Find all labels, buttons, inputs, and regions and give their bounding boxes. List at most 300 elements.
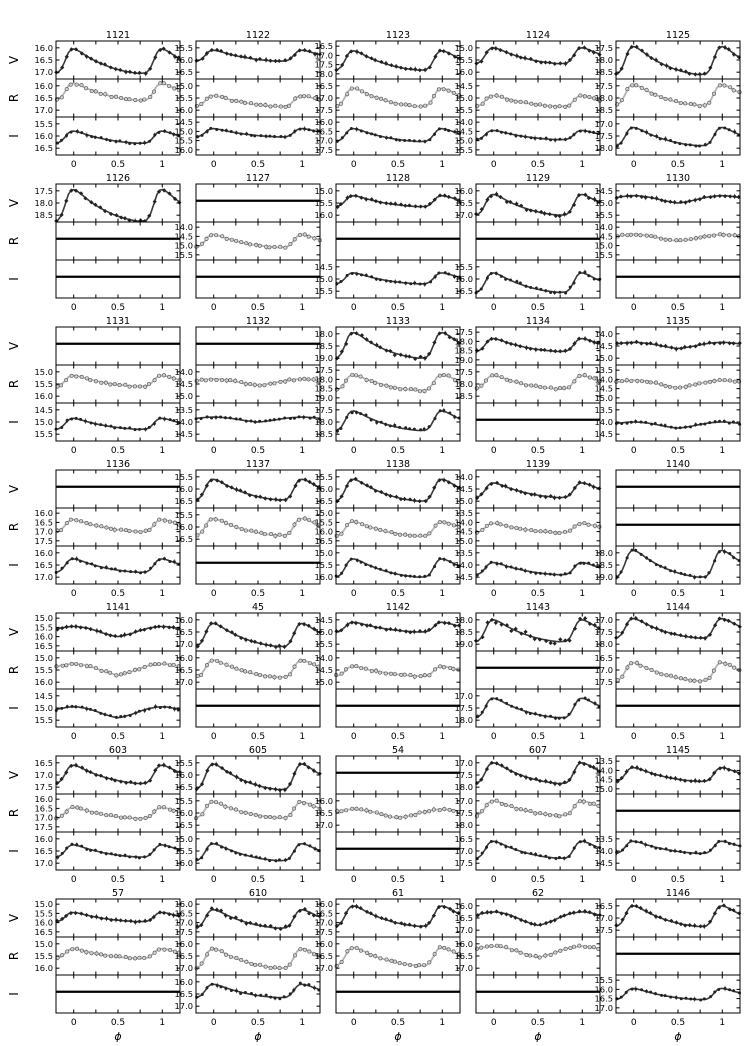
data-point — [235, 131, 238, 134]
data-point — [230, 989, 233, 992]
panel-title: 1122 — [245, 30, 271, 41]
data-point — [577, 699, 580, 702]
data-point — [500, 275, 503, 278]
data-point — [303, 842, 306, 845]
x-tick-label: 0 — [210, 160, 217, 170]
data-point — [399, 388, 402, 391]
y-tick-label: 15.5 — [34, 908, 53, 919]
data-point — [244, 991, 247, 994]
data-point — [399, 103, 402, 106]
data-point — [395, 815, 398, 818]
y-tick-label: 15.5 — [174, 471, 193, 482]
data-point — [524, 384, 527, 387]
x-tick-label: 0.5 — [530, 1018, 546, 1028]
data-point — [509, 279, 512, 282]
data-point — [313, 237, 316, 240]
data-point — [284, 105, 287, 108]
data-point — [669, 569, 672, 572]
data-point — [115, 716, 118, 719]
data-point — [71, 948, 74, 951]
data-point — [718, 233, 721, 236]
data-point — [728, 128, 731, 131]
y-tick-label: 16.5 — [34, 93, 53, 103]
data-point — [404, 815, 407, 818]
data-point — [588, 130, 591, 133]
panel-title: 1131 — [105, 316, 131, 327]
x-tick-label: 1 — [439, 732, 446, 742]
x-tick-label: 1 — [719, 1018, 726, 1028]
data-point — [538, 103, 541, 106]
data-point — [158, 558, 161, 561]
data-point — [129, 714, 132, 717]
y-tick-label: 16.0 — [594, 984, 613, 995]
data-point — [699, 575, 702, 578]
band-label-I: I — [7, 992, 21, 996]
data-point — [569, 286, 572, 289]
data-point — [302, 801, 305, 804]
data-point — [153, 810, 156, 813]
data-point — [69, 518, 72, 521]
data-point — [89, 708, 92, 711]
data-point — [674, 99, 677, 102]
data-point — [148, 955, 151, 958]
subplot-1123-V — [315, 41, 462, 79]
data-point — [510, 949, 513, 952]
subplot-1128-I — [315, 260, 462, 298]
subplot-1143-I — [455, 689, 601, 727]
data-point — [200, 102, 203, 105]
y-tick-label: 15.5 — [314, 286, 333, 297]
data-point — [588, 843, 591, 846]
data-point — [680, 572, 683, 575]
data-point — [211, 983, 214, 986]
data-point — [89, 664, 92, 667]
data-point — [398, 139, 401, 142]
data-point — [100, 525, 103, 528]
data-point — [626, 234, 629, 237]
data-point — [115, 140, 118, 143]
x-tick-label: 0 — [210, 446, 217, 456]
data-point — [235, 956, 238, 959]
y-tick-label: 15.5 — [454, 105, 473, 116]
subplot-1122-I — [175, 117, 320, 155]
data-point — [269, 382, 272, 385]
data-point — [359, 375, 362, 378]
data-point — [248, 243, 251, 246]
data-point — [442, 409, 445, 412]
data-point — [520, 708, 523, 711]
data-point — [125, 141, 128, 144]
y-tick-label: 16.5 — [594, 652, 613, 663]
data-point — [85, 377, 88, 380]
data-point — [592, 802, 595, 805]
data-point — [214, 416, 217, 419]
data-point — [684, 143, 687, 146]
data-point — [230, 665, 233, 668]
data-point — [75, 557, 78, 560]
data-point — [549, 953, 552, 956]
y-tick-label: 16.0 — [314, 526, 333, 537]
y-tick-label: 17.0 — [174, 963, 193, 974]
data-point — [640, 129, 643, 132]
data-point — [418, 575, 421, 578]
data-point — [303, 984, 306, 987]
data-point — [351, 373, 354, 376]
data-point — [79, 663, 82, 666]
y-tick-label: 16.5 — [314, 908, 333, 919]
panel-1142 — [315, 602, 462, 742]
data-point — [220, 378, 223, 381]
data-point — [308, 844, 311, 847]
panel-title: 45 — [251, 602, 265, 613]
data-point — [548, 105, 551, 108]
y-tick-label: 18.5 — [454, 345, 473, 356]
data-point — [284, 675, 287, 678]
data-point — [289, 134, 292, 137]
x-tick-label: 1 — [159, 875, 166, 885]
data-point — [703, 422, 706, 425]
data-point — [444, 128, 447, 131]
x-tick-label: 0 — [630, 303, 637, 313]
data-point — [419, 534, 422, 537]
subplot-57-I — [56, 975, 180, 1013]
data-point — [75, 519, 78, 522]
data-point — [626, 556, 629, 559]
data-point — [225, 129, 228, 132]
y-tick-label: 16.0 — [314, 210, 333, 221]
data-point — [539, 385, 542, 388]
data-point — [265, 245, 268, 248]
x-tick-label: 1 — [719, 446, 726, 456]
data-point — [732, 420, 735, 423]
data-point — [664, 424, 667, 427]
x-tick-label: 0 — [70, 160, 77, 170]
panel-1134 — [455, 316, 602, 456]
data-point — [350, 127, 353, 130]
y-tick-label: 18.0 — [594, 547, 613, 558]
data-point — [582, 800, 585, 803]
data-point — [395, 138, 398, 141]
y-tick-label: 17.0 — [454, 795, 473, 806]
data-point — [340, 672, 343, 675]
data-point — [634, 840, 637, 843]
y-tick-label: 16.0 — [174, 144, 193, 155]
data-point — [732, 989, 735, 992]
data-point — [408, 534, 411, 537]
data-point — [219, 985, 222, 988]
panel-603 — [7, 745, 182, 885]
data-point — [118, 955, 121, 958]
subplot-610-I — [175, 975, 321, 1013]
data-point — [355, 946, 358, 949]
data-point — [143, 956, 146, 959]
subplot-1136-R — [35, 508, 181, 546]
data-point — [414, 964, 417, 967]
panel-title: 1126 — [105, 173, 131, 184]
y-tick-label: 15.0 — [174, 80, 193, 91]
data-point — [294, 97, 297, 100]
data-point — [680, 997, 683, 1000]
y-tick-label: 15.0 — [594, 353, 613, 364]
data-point — [215, 842, 218, 845]
band-label-I: I — [7, 277, 21, 281]
data-point — [495, 373, 498, 376]
y-tick-label: 14.5 — [594, 231, 613, 242]
x-tick-label: 0 — [350, 303, 357, 313]
data-point — [554, 814, 557, 817]
y-tick-label: 18.0 — [314, 417, 333, 427]
data-point — [249, 670, 252, 673]
data-point — [573, 703, 576, 706]
data-point — [114, 814, 117, 817]
data-point — [240, 527, 243, 530]
data-point — [438, 127, 441, 130]
data-point — [620, 142, 623, 145]
data-point — [100, 136, 103, 139]
data-point — [631, 84, 634, 87]
data-point — [209, 518, 212, 521]
data-point — [558, 105, 561, 108]
y-tick-label: 15.5 — [454, 55, 473, 65]
y-tick-label: 16.0 — [174, 858, 193, 869]
data-point — [65, 810, 68, 813]
data-point — [350, 947, 353, 950]
y-tick-label: 16.0 — [314, 899, 333, 910]
data-point — [423, 104, 426, 107]
data-point — [689, 237, 692, 240]
panel-1121 — [7, 30, 181, 170]
subplot-1126-I — [56, 260, 180, 298]
data-point — [128, 670, 131, 673]
data-point — [335, 534, 338, 537]
y-tick-label: 17.0 — [594, 913, 613, 923]
data-point — [539, 854, 542, 857]
panel-title: 1121 — [105, 30, 131, 41]
y-tick-label: 17.5 — [174, 926, 193, 937]
subplot-1137-V — [175, 470, 322, 508]
data-point — [224, 805, 227, 808]
x-tick-label: 0 — [630, 160, 637, 170]
data-point — [65, 847, 68, 850]
data-point — [80, 375, 83, 378]
data-point — [709, 141, 712, 144]
data-point — [573, 805, 576, 808]
data-point — [698, 382, 701, 385]
panel-title: 1130 — [665, 173, 691, 184]
data-point — [307, 983, 310, 986]
data-point — [250, 134, 253, 137]
data-point — [669, 674, 672, 677]
data-point — [668, 238, 671, 241]
data-point — [94, 666, 97, 669]
data-point — [484, 566, 487, 569]
data-point — [224, 987, 227, 990]
y-tick-label: 16.0 — [454, 938, 473, 949]
data-point — [587, 523, 590, 526]
y-tick-label: 14.0 — [594, 417, 613, 427]
data-point — [583, 521, 586, 524]
data-point — [307, 518, 310, 521]
y-tick-label: 15.0 — [314, 274, 333, 284]
data-point — [649, 134, 652, 137]
data-point — [240, 132, 243, 135]
data-point — [592, 945, 595, 948]
data-point — [549, 386, 552, 389]
data-point — [283, 534, 286, 537]
data-point — [119, 715, 122, 718]
y-tick-label: 17.5 — [594, 80, 613, 91]
data-point — [245, 132, 248, 135]
data-point — [390, 530, 393, 533]
y-tick-label: 14.0 — [594, 222, 613, 233]
data-point — [164, 844, 167, 847]
data-point — [674, 675, 677, 678]
y-tick-label: 14.0 — [174, 417, 193, 427]
data-point — [124, 383, 127, 386]
data-point — [398, 426, 401, 429]
y-tick-label: 14.5 — [174, 231, 193, 242]
data-point — [484, 379, 487, 382]
data-point — [115, 674, 118, 677]
y-tick-label: 17.5 — [594, 925, 613, 936]
data-point — [630, 379, 633, 382]
data-point — [654, 235, 657, 238]
y-tick-label: 16.5 — [314, 496, 333, 507]
subplot-45-V — [175, 613, 322, 651]
data-point — [679, 238, 682, 241]
data-point — [230, 130, 233, 133]
data-point — [384, 99, 387, 102]
data-point — [244, 529, 247, 532]
subplot-1132-V — [196, 327, 320, 365]
panel-title: 1138 — [385, 459, 411, 470]
data-point — [299, 948, 302, 951]
data-point — [344, 808, 347, 811]
y-tick-label: 17.5 — [314, 59, 333, 70]
data-point — [250, 419, 253, 422]
data-point — [162, 374, 165, 377]
data-point — [524, 809, 527, 812]
subplot-1121-V — [35, 41, 181, 79]
data-point — [525, 285, 528, 288]
data-point — [564, 947, 567, 950]
y-tick-label: 14.5 — [454, 526, 473, 537]
x-axis-label-phi: ϕ — [114, 1030, 122, 1043]
panel-1126 — [7, 173, 181, 313]
y-tick-label: 17.5 — [314, 404, 333, 415]
data-point — [650, 668, 653, 671]
data-point — [205, 986, 208, 989]
data-point — [558, 815, 561, 818]
data-point — [263, 532, 266, 535]
data-point — [149, 663, 152, 666]
data-point — [84, 420, 87, 423]
y-tick-label: 16.5 — [34, 757, 53, 768]
data-point — [659, 237, 662, 240]
y-tick-label: 18.0 — [454, 379, 473, 389]
data-point — [645, 88, 648, 91]
data-point — [631, 549, 634, 552]
data-point — [588, 945, 591, 948]
data-point — [568, 104, 571, 107]
data-point — [432, 94, 435, 97]
subplot-605-R — [175, 794, 322, 832]
data-point — [718, 420, 721, 423]
y-tick-label: 16.0 — [314, 938, 333, 949]
data-point — [409, 282, 412, 285]
data-point — [80, 949, 83, 952]
panel-62 — [455, 888, 602, 1043]
data-point — [515, 380, 518, 383]
data-point — [447, 948, 450, 951]
panel-1131 — [7, 316, 181, 456]
x-tick-label: 1 — [579, 589, 586, 599]
y-tick-label: 17.0 — [454, 757, 473, 768]
data-point — [709, 995, 712, 998]
data-point — [204, 524, 207, 527]
data-point — [95, 811, 98, 814]
data-point — [265, 135, 268, 138]
data-point — [584, 697, 587, 700]
x-axis-label-phi: ϕ — [534, 1030, 542, 1043]
data-point — [443, 521, 446, 524]
data-point — [572, 945, 575, 948]
x-tick-label: 0.5 — [530, 875, 546, 885]
data-point — [244, 811, 247, 814]
subplot-607-R — [455, 794, 601, 832]
y-tick-label: 14.5 — [34, 404, 53, 415]
data-point — [274, 859, 277, 862]
data-point — [559, 949, 562, 952]
y-tick-label: 13.5 — [594, 365, 613, 376]
data-point — [128, 957, 131, 960]
data-point — [229, 807, 232, 810]
data-point — [709, 849, 712, 852]
data-point — [593, 277, 596, 280]
data-point — [409, 575, 412, 578]
data-point — [634, 84, 637, 87]
y-tick-label: 14.5 — [594, 185, 613, 196]
data-point — [61, 664, 64, 667]
data-point — [76, 806, 79, 809]
data-point — [240, 810, 243, 813]
data-point — [168, 375, 171, 378]
y-tick-label: 19.0 — [314, 392, 333, 403]
subplot-1135-R — [595, 365, 741, 403]
data-point — [75, 83, 78, 86]
y-tick-label: 16.5 — [594, 900, 613, 911]
y-tick-label: 16.5 — [34, 926, 53, 937]
data-point — [489, 95, 492, 98]
panel-1128 — [315, 173, 462, 313]
data-point — [640, 379, 643, 382]
data-point — [360, 561, 363, 564]
x-tick-label: 0.5 — [670, 303, 686, 313]
y-tick-label: 15.5 — [314, 639, 333, 650]
data-point — [654, 381, 657, 384]
subplot-1130-I — [616, 260, 740, 298]
panel-1139 — [455, 459, 602, 599]
subplot-1126-V — [35, 184, 182, 223]
subplot-1124-R — [455, 79, 602, 117]
subplot-1124-I — [455, 117, 601, 155]
data-point — [344, 668, 347, 671]
data-point — [64, 378, 67, 381]
data-point — [530, 528, 533, 531]
data-point — [254, 420, 257, 423]
panel-1122 — [175, 30, 322, 170]
subplot-1127-R — [175, 222, 322, 260]
